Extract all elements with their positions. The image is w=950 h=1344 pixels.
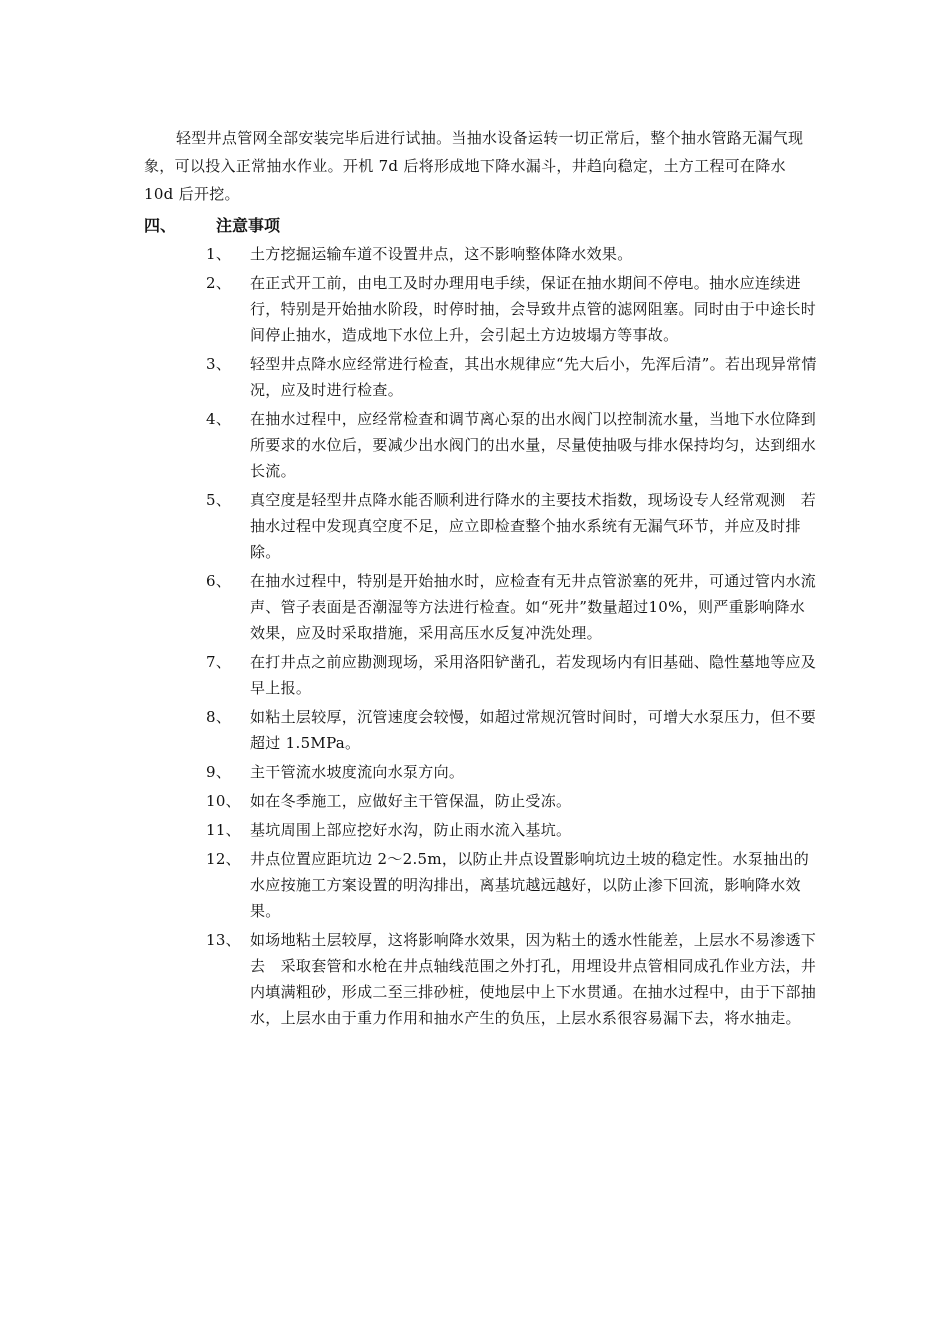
note-index: 9、 [206, 763, 232, 781]
note-text: 轻型井点降水应经常进行检查，其出水规律应“先大后小，先浑后清”。若出现异常情况，应及时进行检查。 [250, 355, 817, 399]
note-item-1 [144, 241, 819, 267]
note-text: 基坑周围上部应挖好水沟，防止雨水流入基坑。 [250, 821, 572, 839]
note-text: 主干管流水坡度流向水泵方向。 [250, 763, 465, 781]
note-index: 10、 [206, 792, 241, 810]
section-title: 注意事项 [216, 216, 281, 235]
note-text: 如粘土层较厚，沉管速度会较慢，如超过常规沉管时间时，可增大水泵压力，但不要超过 1.5MPa。 [250, 708, 817, 752]
note-item-10 [144, 788, 819, 814]
note-index: 11、 [206, 821, 241, 839]
note-text: 如在冬季施工，应做好主干管保温，防止受冻。 [250, 792, 572, 810]
note-index: 4、 [206, 410, 232, 428]
note-text: 如场地粘土层较厚，这将影响降水效果，因为粘土的透水性能差，上层水不易渗透下去 采取套管和水枪在井点轴线范围之外打孔，用埋设井点管相同成孔作业方法，井内填满粗砂，形成二至三排砂桩，使地层中上下水贯通。在抽水过程中，由于下部抽水，上层水由于重力作用和抽水产生的负压，上层水系很容易漏下去，将水抽走。 [250, 931, 817, 1027]
note-index: 6、 [206, 572, 232, 590]
intro-paragraph: 轻型井点管网全部安装完毕后进行试抽。当抽水设备运转一切正常后，整个抽水管路无漏气现象，可以投入正常抽水作业。开机 7d 后将形成地下降水漏斗，井趋向稳定，土方工程可在降水 10d 后开挖。 [144, 129, 804, 203]
note-item-8 [144, 704, 819, 756]
note-index: 7、 [206, 653, 232, 671]
note-text: 在打井点之前应勘测现场，采用洛阳铲凿孔，若发现场内有旧基础、隐性墓地等应及早上报。 [250, 653, 817, 697]
note-text: 在抽水过程中，应经常检查和调节离心泵的出水阀门以控制流水量，当地下水位降到所要求的水位后，要减少出水阀门的出水量，尽量使抽吸与排水保持均匀，达到细水长流。 [250, 410, 817, 480]
note-text: 真空度是轻型井点降水能否顺利进行降水的主要技术指数，现场设专人经常观测 若抽水过程中发现真空度不足，应立即检查整个抽水系统有无漏气环节，并应及时排除。 [250, 491, 817, 561]
note-text: 井点位置应距坑边 2～2.5m，以防止井点设置影响坑边土坡的稳定性。水泵抽出的水应按施工方案设置的明沟排出，离基坑越远越好，以防止渗下回流，影响降水效果。 [250, 850, 810, 920]
note-item-11 [144, 817, 819, 843]
note-index: 8、 [206, 708, 232, 726]
note-item-9 [144, 759, 819, 785]
note-item-2 [144, 270, 819, 348]
note-index: 12、 [206, 850, 241, 868]
note-text: 在正式开工前，由电工及时办理用电手续，保证在抽水期间不停电。抽水应连续进行，特别是开始抽水阶段，时停时抽，会导致井点管的滤网阻塞。同时由于中途长时间停止抽水，造成地下水位上升，会引起土方边坡塌方等事故。 [250, 274, 817, 344]
note-text: 在抽水过程中，特别是开始抽水时，应检查有无井点管淤塞的死井，可通过管内水流声、管子表面是否潮湿等方法进行检查。如“死井”数量超过10%，则严重影响降水效果，应及时采取措施，采用高压水反复冲洗处理。 [250, 572, 817, 642]
notes-list [144, 241, 819, 1034]
note-item-13 [144, 927, 819, 1031]
note-item-5 [144, 487, 819, 565]
note-index: 3、 [206, 355, 232, 373]
note-text: 土方挖掘运输车道不设置井点，这不影响整体降水效果。 [250, 245, 633, 263]
note-index: 13、 [206, 931, 241, 949]
note-index: 5、 [206, 491, 232, 509]
note-index: 1、 [206, 245, 232, 263]
note-item-4 [144, 406, 819, 484]
note-item-12 [144, 846, 819, 924]
note-item-7 [144, 649, 819, 701]
note-index: 2、 [206, 274, 232, 292]
note-item-6 [144, 568, 819, 646]
section-number: 四、 [144, 216, 177, 235]
note-item-3 [144, 351, 819, 403]
section-heading [144, 214, 280, 238]
